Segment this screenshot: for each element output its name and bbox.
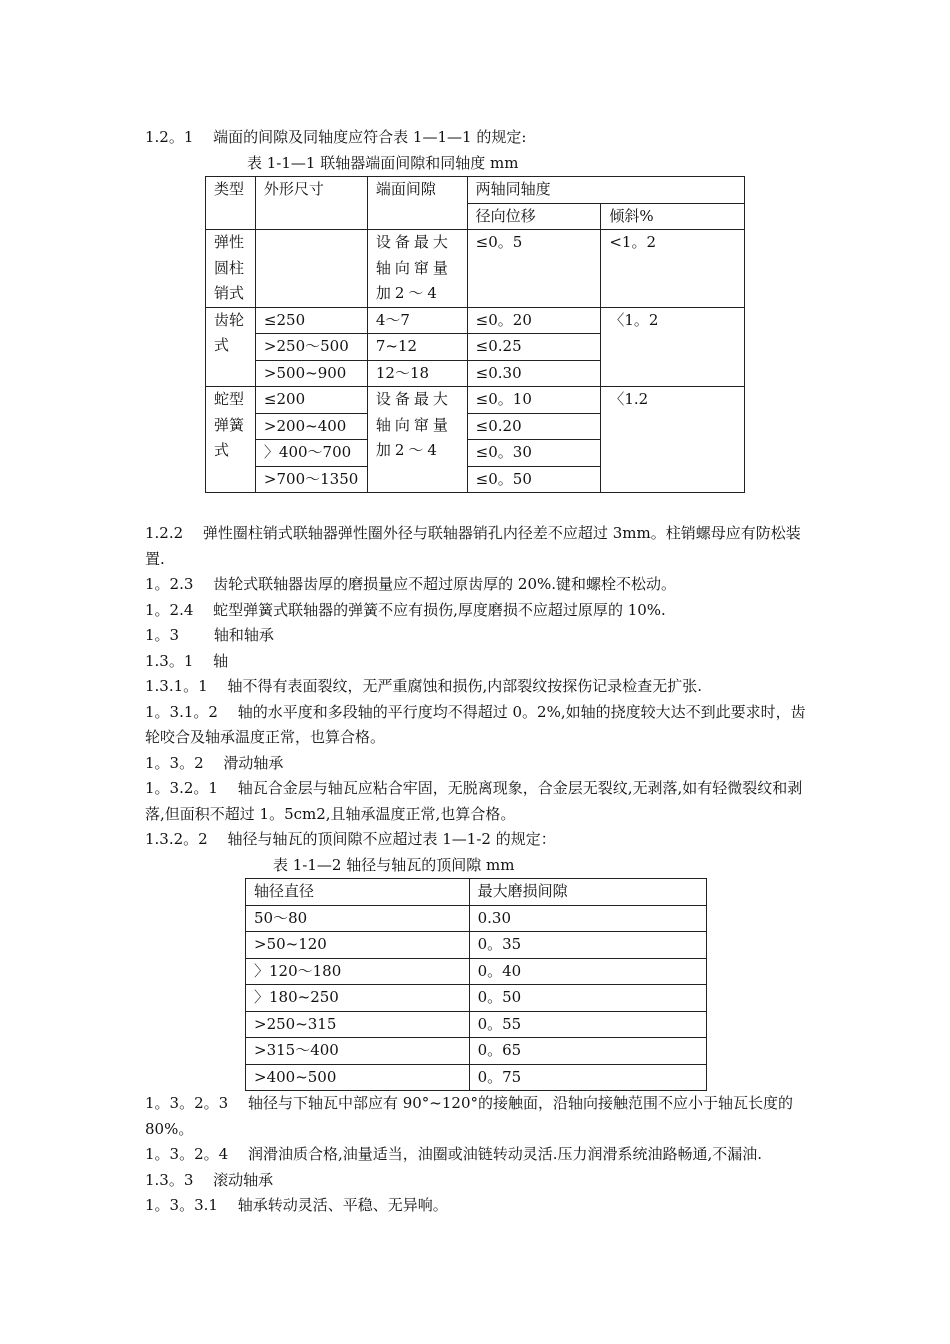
diameter-cell: 〉180~250: [246, 985, 470, 1012]
gap-snake: 设备最大 轴向窜量 加2～4: [367, 387, 467, 493]
size-gear: >250～500: [255, 334, 367, 361]
clearance-cell: 0。75: [469, 1064, 706, 1091]
clearance-cell: 0。65: [469, 1038, 706, 1065]
clearance-cell: 0。40: [469, 958, 706, 985]
gap-gear: 4～7: [367, 307, 467, 334]
diameter-cell: 50～80: [246, 905, 470, 932]
clearance-cell: 0。50: [469, 985, 706, 1012]
radial-gear: ≤0.30: [467, 360, 601, 387]
radial-snake: ≤0。50: [467, 466, 601, 493]
heading-1-3-1: 1.3。1 轴: [145, 651, 229, 670]
table2-caption: 表 1-1—2 轴径与轴瓦的顶间隙 mm: [273, 855, 515, 874]
size-gear: ≤250: [255, 307, 367, 334]
header-tilt: 倾斜%: [601, 203, 745, 230]
para-1-3-2-2: 1.3.2。2 轴径与轴瓦的顶间隙不应超过表 1—1-2 的规定：: [145, 830, 556, 848]
size-gear: >500~900: [255, 360, 367, 387]
size-snake: 〉400～700: [255, 440, 367, 467]
gap-gear: 12～18: [367, 360, 467, 387]
intro-paragraph: 1.2。1 端面的间隙及同轴度应符合表 1—1—1 的规定:: [145, 128, 527, 146]
heading-1-3: 1。3 轴和轴承: [145, 626, 274, 644]
clearance-cell: 0。35: [469, 932, 706, 959]
gap-elastic: 设备最大 轴向窜量 加2～4: [367, 230, 467, 308]
diameter-cell: 〉120～180: [246, 958, 470, 985]
size-snake: >700～1350: [255, 466, 367, 493]
heading-1-3-2: 1。3。2 滑动轴承: [145, 753, 284, 772]
clearance-cell: 0。55: [469, 1011, 706, 1038]
table1-caption: 表 1-1—1 联轴器端面间隙和同轴度 mm: [247, 153, 519, 172]
header-type: 类型: [206, 177, 256, 230]
size-snake: >200~400: [255, 413, 367, 440]
header-gap: 端面间隙: [367, 177, 467, 230]
para-1-2-2: 1.2.2 弹性圈柱销式联轴器弹性圈外径与联轴器销孔内径差不应超过 3mm。柱销螺母应有防松装置.: [145, 524, 801, 568]
size-snake: ≤200: [255, 387, 367, 414]
para-1-3-1-2: 1。3.1。2 轴的水平度和多段轴的平行度均不得超过 0。2%,如轴的挠度较大达不到此要求时，齿轮咬合及轴承温度正常，也算合格。: [145, 702, 806, 746]
radial-snake: ≤0。10: [467, 387, 601, 414]
para-1-2-4: 1。2.4 蛇型弹簧式联轴器的弹簧不应有损伤,厚度磨损不应超过原厚的 10%.: [145, 600, 666, 619]
type-gear: 齿轮 式: [206, 307, 256, 387]
heading-1-3-3: 1.3。3 滚动轴承: [145, 1170, 274, 1189]
diameter-cell: >400~500: [246, 1064, 470, 1091]
header-coaxial: 两轴同轴度: [467, 177, 744, 204]
diameter-cell: >315～400: [246, 1038, 470, 1065]
gap-gear: 7~12: [367, 334, 467, 361]
tilt-elastic: <1。2: [601, 230, 745, 308]
tilt-gear: 〈1。2: [601, 307, 745, 387]
para-1-3-3-1: 1。3。3.1 轴承转动灵活、平稳、无异响。: [145, 1196, 448, 1214]
header-clearance: 最大磨损间隙: [469, 879, 706, 906]
coupling-table: [205, 176, 745, 493]
radial-gear: ≤0。20: [467, 307, 601, 334]
diameter-cell: >50~120: [246, 932, 470, 959]
para-1-2-3: 1。2.3 齿轮式联轴器齿厚的磨损量应不超过原齿厚的 20%.键和螺栓不松动。: [145, 575, 677, 593]
header-size: 外形尺寸: [255, 177, 367, 230]
radial-snake: ≤0.20: [467, 413, 601, 440]
radial-elastic: ≤0。5: [467, 230, 601, 308]
radial-snake: ≤0。30: [467, 440, 601, 467]
radial-gear: ≤0.25: [467, 334, 601, 361]
type-elastic: 弹性 圆柱 销式: [206, 230, 256, 308]
document-page: [145, 125, 810, 1219]
para-1-3-2-1: 1。3.2。1 轴瓦合金层与轴瓦应粘合牢固，无脱离现象，合金层无裂纹,无剥落,如有轻微裂纹和剥落,但面积不超过 1。5cm2,且轴承温度正常,也算合格。: [145, 779, 803, 823]
clearance-cell: 0.30: [469, 905, 706, 932]
clearance-table: [245, 878, 707, 1091]
header-radial: 径向位移: [467, 203, 601, 230]
size-elastic: [255, 230, 367, 308]
tilt-snake: 〈1.2: [601, 387, 745, 493]
para-1-3-2-4: 1。3。2。4 润滑油质合格,油量适当，油圈或油链转动灵活.压力润滑系统油路畅通,不漏油.: [145, 1145, 763, 1163]
header-diameter: 轴径直径: [246, 879, 470, 906]
diameter-cell: >250~315: [246, 1011, 470, 1038]
para-1-3-2-3: 1。3。2。3 轴径与下轴瓦中部应有 90°~120°的接触面，沿轴向接触范围不应小于轴瓦长度的 80%。: [145, 1094, 793, 1138]
type-snake: 蛇型 弹簧 式: [206, 387, 256, 493]
para-1-3-1-1: 1.3.1。1 轴不得有表面裂纹，无严重腐蚀和损伤,内部裂纹按探伤记录检查无扩张.: [145, 677, 703, 695]
